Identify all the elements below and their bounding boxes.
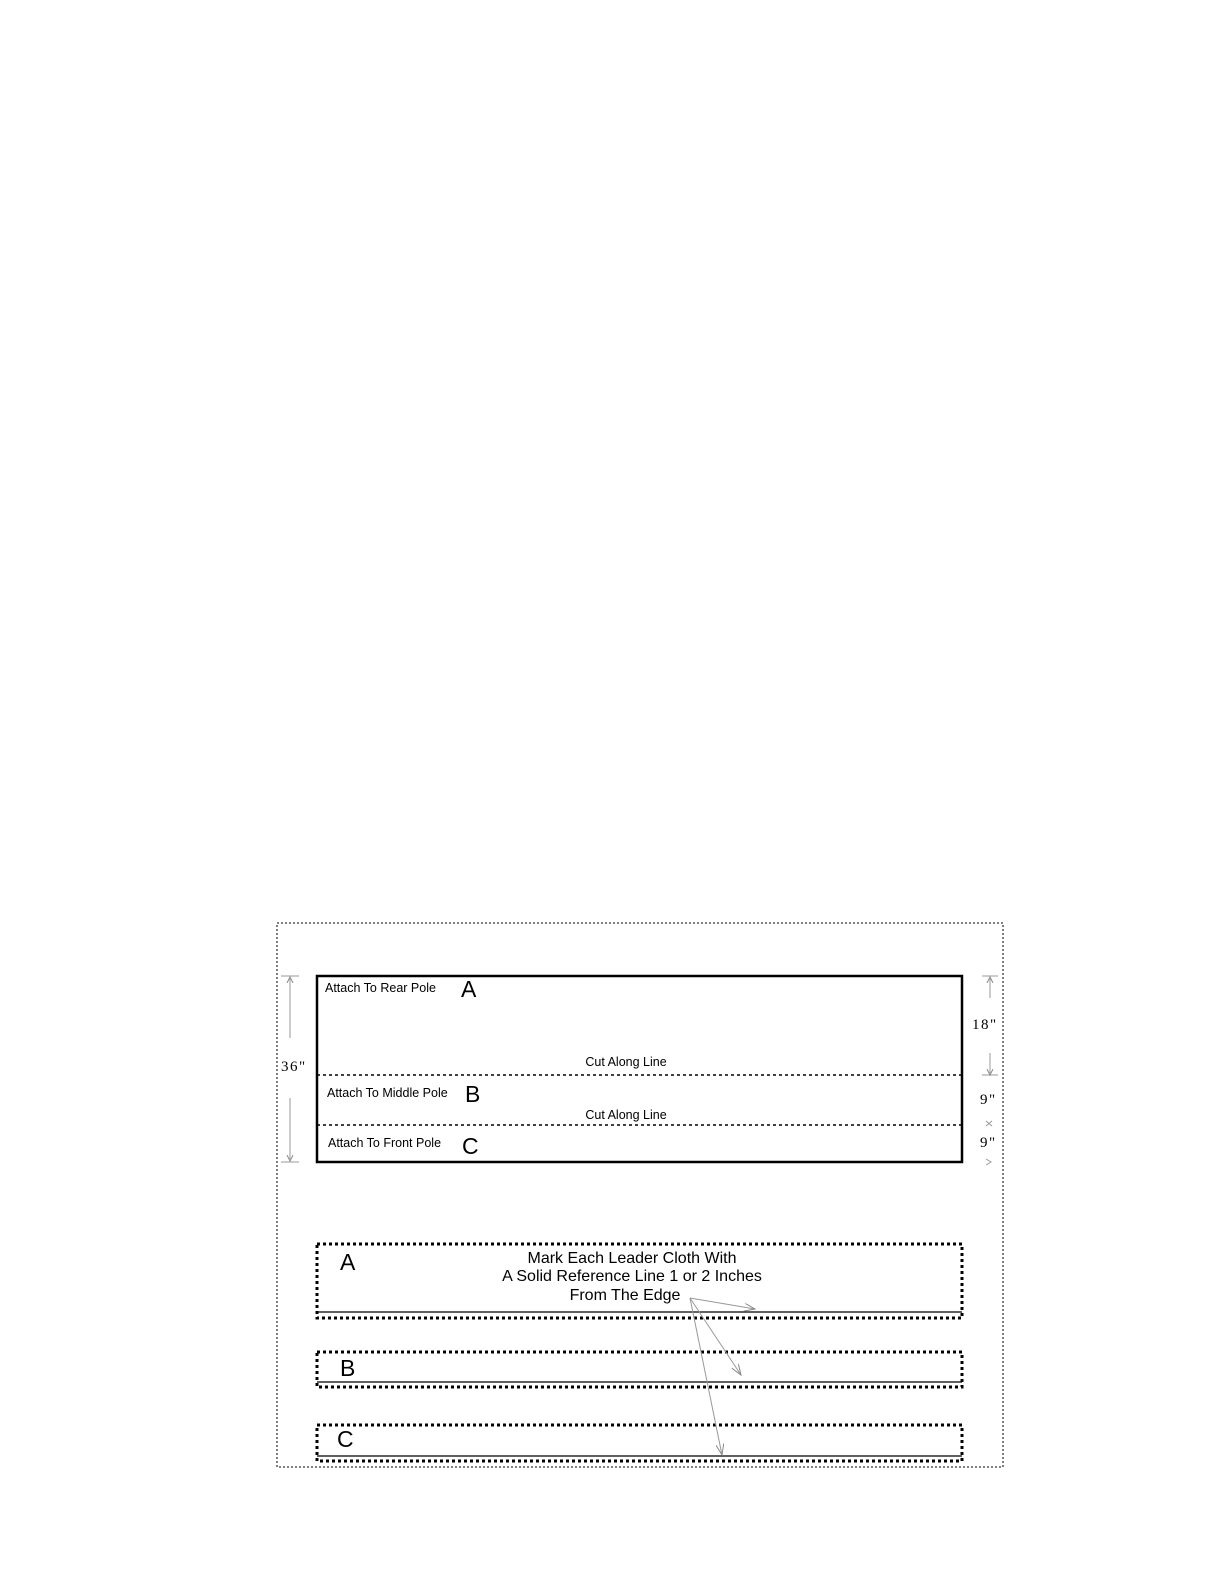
instruction-line-1: Mark Each Leader Cloth With xyxy=(527,1250,737,1267)
rear-pole-label: Attach To Rear Pole xyxy=(325,981,436,995)
dimension-18-inch xyxy=(972,976,998,1075)
dimension-36-label: 36" xyxy=(281,1059,307,1075)
dimension-18-label: 18" xyxy=(972,1017,998,1033)
dimension-9-inch-middle xyxy=(980,1092,997,1126)
main-panel xyxy=(317,976,962,1162)
cut-along-line-label-1: Cut Along Line xyxy=(585,1055,667,1069)
front-pole-letter: C xyxy=(462,1133,479,1159)
front-pole-label: Attach To Front Pole xyxy=(328,1136,442,1150)
instruction-line-2: A Solid Reference Line 1 or 2 Inches xyxy=(502,1268,762,1285)
instruction-line-3: From The Edge xyxy=(569,1287,681,1304)
dimension-9-middle-label: 9" xyxy=(980,1092,997,1108)
middle-pole-label: Attach To Middle Pole xyxy=(327,1086,448,1100)
reference-pointer-arrows xyxy=(690,1298,755,1455)
outer-dotted-border xyxy=(277,923,1003,1467)
leader-cloth-a-letter: A xyxy=(340,1249,356,1275)
dimension-9-bottom-label: 9" xyxy=(980,1135,997,1151)
dimension-9-inch-bottom xyxy=(980,1135,997,1165)
cut-along-line-label-2: Cut Along Line xyxy=(585,1108,667,1122)
rear-pole-letter: A xyxy=(461,976,477,1002)
middle-pole-letter: B xyxy=(465,1081,481,1107)
dimension-36-inch xyxy=(281,976,307,1162)
leader-cloth-c-letter: C xyxy=(337,1426,354,1452)
leader-cloth-b-letter: B xyxy=(340,1355,356,1381)
